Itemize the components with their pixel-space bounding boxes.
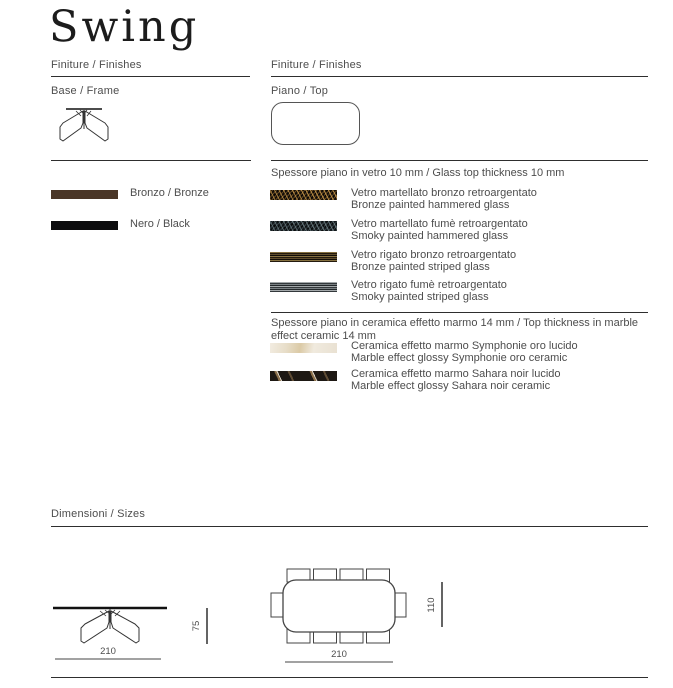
frame-finish-row bbox=[51, 188, 209, 200]
left-divider-rule bbox=[51, 160, 251, 161]
sahara-noir-ceramic-swatch bbox=[270, 371, 337, 381]
ceramic-finish-row bbox=[270, 369, 561, 392]
table-top-outline bbox=[283, 580, 395, 632]
black-frame-swatch bbox=[51, 221, 118, 230]
dimensions-section-header: Dimensioni / Sizes bbox=[51, 508, 146, 520]
glass-finish-row bbox=[270, 280, 507, 303]
glass-finish-label: Vetro rigato bronzo retroargentato Bronze painted striped glass bbox=[351, 249, 517, 273]
left-section-header: Finiture / Finishes bbox=[51, 59, 142, 71]
side-view-height-label: 75 bbox=[191, 620, 202, 632]
left-header-rule bbox=[51, 76, 250, 77]
glass-finish-label: Vetro martellato bronzo retroargentato Bronze painted hammered glass bbox=[351, 187, 537, 211]
striped-smoky-glass-swatch bbox=[270, 282, 337, 292]
right-divider-rule-2 bbox=[271, 312, 648, 313]
glass-finish-row bbox=[270, 219, 528, 242]
frame-finish-row bbox=[51, 219, 190, 231]
glass-finish-label: Vetro martellato fumè retroargentato Smoky painted hammered glass bbox=[351, 218, 528, 242]
table-top-outline-drawing bbox=[271, 102, 360, 145]
ceramic-finish-row bbox=[270, 341, 578, 364]
frame-finish-label: Nero / Black bbox=[130, 218, 190, 230]
glass-finish-label: Vetro rigato fumè retroargentato Smoky painted striped glass bbox=[351, 279, 507, 303]
side-view-width-label: 210 bbox=[100, 646, 116, 657]
top-plan-drawing bbox=[265, 560, 455, 670]
page-title: Swing bbox=[49, 2, 200, 52]
right-header-rule bbox=[271, 76, 648, 77]
frame-finish-label: Bronzo / Bronze bbox=[130, 187, 209, 199]
page-bottom-rule bbox=[51, 677, 648, 678]
right-section-header: Finiture / Finishes bbox=[271, 59, 362, 71]
top-view-width-label: 210 bbox=[331, 649, 347, 660]
symphonie-oro-ceramic-swatch bbox=[270, 343, 337, 353]
bronze-frame-swatch bbox=[51, 190, 118, 199]
glass-finish-row bbox=[270, 250, 516, 273]
base-frame-label: Base / Frame bbox=[51, 85, 120, 97]
ceramic-finish-label: Ceramica effetto marmo Symphonie oro lucido Marble effect glossy Symphonie oro ceramic bbox=[351, 340, 578, 364]
hammered-smoky-glass-swatch bbox=[270, 221, 337, 231]
ceramic-finish-label: Ceramica effetto marmo Sahara noir lucido Marble effect glossy Sahara noir ceramic bbox=[351, 368, 561, 392]
striped-bronze-glass-swatch bbox=[270, 252, 337, 262]
side-elevation-drawing bbox=[50, 565, 220, 665]
right-divider-rule bbox=[271, 160, 648, 161]
hammered-bronze-glass-swatch bbox=[270, 190, 337, 200]
dimensions-header-rule bbox=[51, 526, 648, 527]
ceramic-thickness-heading: Spessore piano in ceramica effetto marmo 14 mm / Top thickness in marble effect ceramic 14 mm bbox=[271, 317, 639, 342]
base-frame-drawing bbox=[52, 99, 116, 153]
piano-top-label: Piano / Top bbox=[271, 85, 329, 97]
glass-finish-row bbox=[270, 188, 537, 211]
glass-thickness-heading: Spessore piano in vetro 10 mm / Glass top thickness 10 mm bbox=[271, 167, 565, 179]
top-view-depth-label: 110 bbox=[426, 597, 437, 613]
